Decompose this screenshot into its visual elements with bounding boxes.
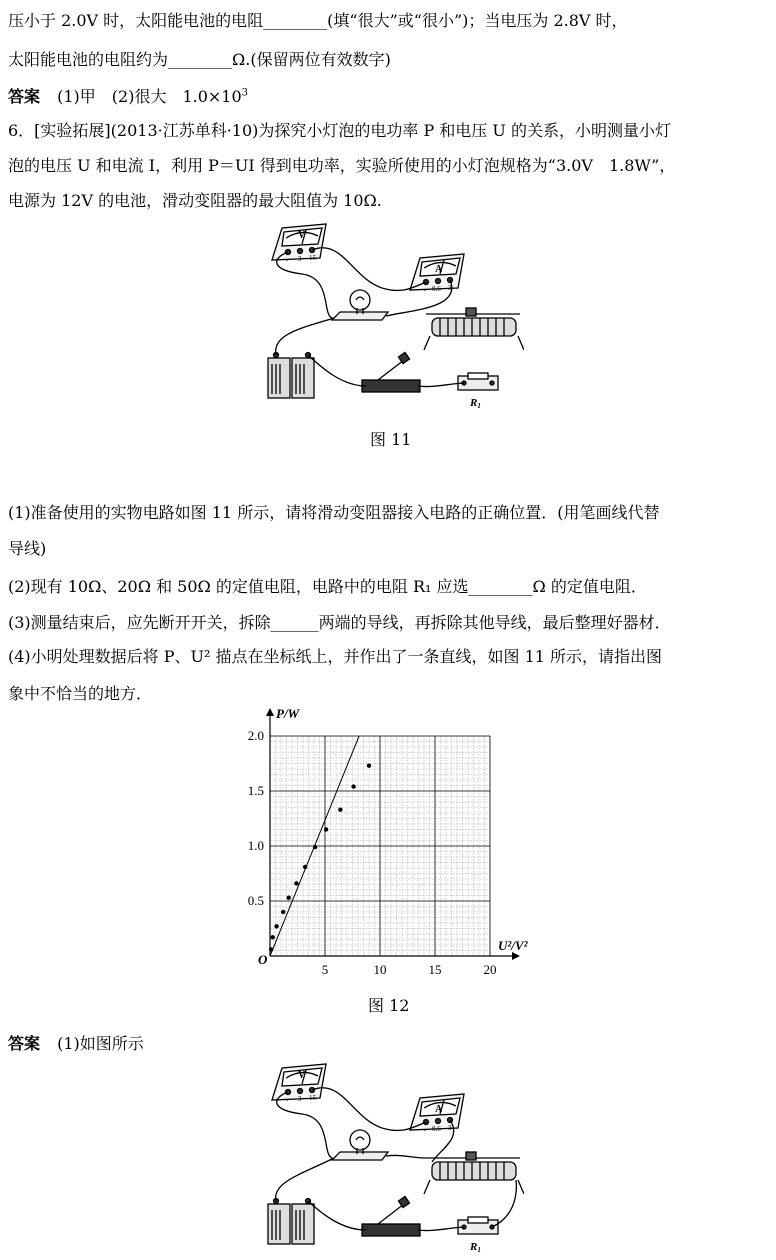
answer (8, 1033, 144, 1055)
lamp-icon (332, 290, 388, 320)
text-line-2: 太阳能电池的电阻约为________Ω.(保留两位有效数字) (8, 50, 391, 69)
data-point (367, 764, 371, 768)
rheostat-icon (424, 1152, 524, 1194)
answer-label: 答案 (8, 87, 41, 106)
switch-icon (362, 1196, 420, 1236)
ammeter-letter: A (435, 1104, 443, 1115)
ammeter-terminal-2: 0.6 (432, 1125, 441, 1133)
circuit-figure-answer (262, 1058, 524, 1254)
resistor-r1-icon (458, 1217, 498, 1234)
wire (277, 1092, 332, 1158)
voltmeter-terminal-1: - (286, 256, 289, 264)
data-point (281, 910, 285, 914)
switch-icon (362, 352, 420, 392)
data-point (351, 784, 355, 788)
origin-label: O (258, 952, 268, 967)
y-tick-label: 1.0 (247, 838, 264, 853)
resistor-label: R1 (470, 1241, 481, 1254)
part4-line-2: 象中不恰当的地方． (8, 684, 153, 703)
ammeter-letter: A (435, 264, 443, 275)
answer-body: (1)如图所示 (57, 1034, 144, 1053)
wire (276, 1158, 334, 1201)
voltmeter-terminal-2: 3 (298, 1095, 302, 1103)
figure-11-caption: 图 11 (370, 430, 412, 449)
data-point (274, 924, 278, 928)
ammeter-terminal-3: 3 (448, 284, 452, 292)
resistor-label: R1 (470, 397, 481, 410)
voltmeter-terminal-3: 15 (309, 254, 316, 262)
y-axis-label: P/W (276, 706, 300, 721)
x-tick-label: 15 (428, 962, 442, 977)
part1-line-2: 导线) (8, 539, 47, 558)
voltmeter-terminal-2: 3 (298, 255, 302, 263)
voltmeter-letter: V (298, 230, 306, 241)
ammeter-terminal-1: - (424, 286, 427, 294)
y-axis-arrow (266, 708, 274, 716)
wire (418, 383, 464, 387)
chart-figure-12 (236, 700, 536, 985)
q6-line-1: 6．[实验拓展](2013·江苏单科·10)为探究小灯泡的电功率 P 和电压 U 的关系，小明测量小灯 (8, 121, 671, 140)
x-tick-label: 20 (483, 962, 497, 977)
part1-line-1: (1)准备使用的实物电路如图 11 所示，请将滑动变阻器接入电路的正确位置．(用笔画线代替 (8, 503, 660, 522)
data-point (324, 827, 328, 831)
data-point (303, 865, 307, 869)
data-point (287, 896, 291, 900)
y-tick-label: 2.0 (247, 728, 264, 743)
resistor-r1-icon (458, 373, 498, 390)
ammeter-terminal-1: - (424, 1126, 427, 1134)
x-axis-arrow (512, 952, 520, 960)
wire (308, 355, 366, 386)
circuit-figure-11 (262, 218, 524, 410)
voltmeter-letter: V (298, 1070, 306, 1081)
x-tick-label: 5 (321, 962, 329, 977)
answer-label-2: 答案 (8, 1034, 41, 1053)
prev-answer-body: (1)甲 (2)很大 1.0×10 (57, 87, 242, 106)
voltmeter-terminal-1: - (286, 1096, 289, 1104)
x-axis-label: U²/V² (498, 938, 528, 953)
prev-answer-exponent: 3 (241, 87, 249, 99)
figure-12-caption: 图 12 (368, 996, 410, 1015)
rheostat-icon (424, 308, 524, 350)
battery-icon (268, 353, 314, 399)
wire (386, 1155, 426, 1158)
voltmeter-terminal-3: 15 (309, 1094, 316, 1102)
part4-line-1: (4)小明处理数据后将 P、U² 描点在坐标纸上，并作出了一条直线，如图 11 所示，请指出图 (8, 647, 663, 666)
data-point (313, 845, 317, 849)
wire (418, 1227, 464, 1231)
data-point (269, 947, 273, 951)
q6-line-3: 电源为 12V 的电池，滑动变阻器的最大阻值为 10Ω. (8, 191, 382, 210)
text-line-1: 压小于 2.0V 时，太阳能电池的电阻________(填“很大”或“很小”)；当电压为 2.8V 时， (8, 11, 628, 30)
lamp-icon (332, 1130, 388, 1160)
ammeter-terminal-2: 0.6 (432, 285, 441, 293)
ammeter-terminal-3: 3 (448, 1124, 452, 1132)
x-tick-label: 10 (373, 962, 387, 977)
data-point (294, 881, 298, 885)
data-point (271, 935, 275, 939)
prev-answer (8, 86, 248, 108)
part2: (2)现有 10Ω、20Ω 和 50Ω 的定值电阻，电路中的电阻 R₁ 应选________Ω 的定值电阻． (8, 577, 647, 596)
wire (312, 248, 426, 291)
wire (312, 1088, 426, 1131)
y-tick-label: 1.5 (247, 783, 264, 798)
y-tick-label: 0.5 (247, 893, 264, 908)
part3: (3)测量结束后，应先断开开关，拆除______两端的导线，再拆除其他导线，最后整理好器材． (8, 613, 671, 632)
wire (277, 252, 332, 318)
data-point (338, 808, 342, 812)
q6-line-2: 泡的电压 U 和电流 I，利用 P＝UI 得到电功率，实验所使用的小灯泡规格为“3.0V 1.8W”， (8, 156, 676, 175)
wire (308, 1201, 366, 1230)
wire (276, 318, 334, 355)
battery-icon (268, 1199, 314, 1245)
